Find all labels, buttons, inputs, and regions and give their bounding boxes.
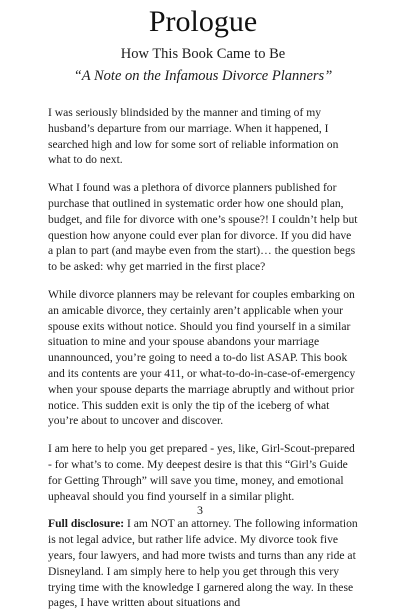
- paragraph-4: I am here to help you get prepared - yes, like, Girl-Scout-prepared - for what’s to come. My deepest desire is that this “Girl’s Guide for Getting Through” will save you time, money, and emotional upheaval should you find yourself in a similar plight.: [48, 442, 355, 503]
- chapter-subtitle: How This Book Came to Be: [120, 46, 286, 62]
- paragraph-1: I was seriously blindsided by the manner and timing of my husband’s departure from our marriage. When it happened, I searched high and low for some sort of reliable information on what to do next.: [48, 106, 339, 167]
- disclosure-label: Full disclosure:: [48, 517, 125, 531]
- paragraph-2: What I found was a plethora of divorce planners published for purchase that outlined in systematic order how one should plan, budget, and file for divorce with one’s spouse?! I couldn’t help but question how anyone could ever plan for divorce. If you did have a plan to part (and maybe even from the start)… the question begs to be asked: why get married in the first place?: [48, 181, 358, 274]
- disclosure-paragraph: [48, 516, 358, 611]
- disclosure-text: I am NOT an attorney. The following information is not legal advice, but rather life advice. My divorce took five years, four lawyers, and had more twists and turns than any ride at Disneyland. I am simply here to help you get through this very trying time with the knowledge I garnered along the way. In these pages, I have written about situations and: [48, 517, 358, 610]
- paragraph-3: While divorce planners may be relevant for couples embarking on an amicable divorce, they certainly aren’t applicable when your spouse exits without notice. Should you find yourself in a similar situation to mine and your spouse abandons your marriage unannounced, you’re going to need a to-do list ASAP. This book and its contents are your 411, or what-to-do-in-case-of-emergency when your spouse departs the marriage abruptly and without prior notice. This sudden exit is only the tip of the iceberg of what you’re about to uncover and discover.: [48, 287, 356, 428]
- body-text: [48, 105, 358, 611]
- chapter-note: “A Note on the Infamous Divorce Planners”: [73, 68, 333, 84]
- page-number: 3: [197, 503, 203, 517]
- book-page: [0, 5, 400, 610]
- chapter-title: Prologue: [148, 5, 258, 38]
